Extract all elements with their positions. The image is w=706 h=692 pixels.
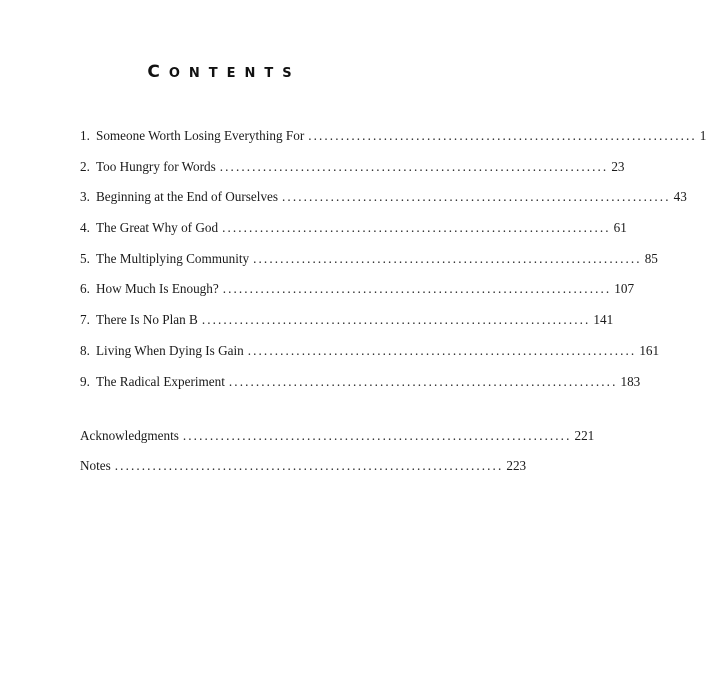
page-number: 61 [613, 220, 627, 236]
chapter-title: The Great Why of God [96, 220, 219, 236]
dot-leader: ........................................................................ [228, 373, 618, 389]
toc-entry [80, 220, 627, 251]
dot-leader: ........................................................................ [114, 458, 504, 473]
page-number: 141 [593, 312, 614, 328]
dot-leader: ........................................................................ [222, 220, 611, 236]
page-number: 85 [644, 250, 658, 266]
toc-entry [80, 189, 687, 220]
page-number: 23 [611, 158, 625, 174]
toc-entry [80, 312, 614, 343]
chapter-title: How Much Is Enough? [96, 281, 219, 297]
dot-leader: ........................................................................ [308, 128, 697, 143]
chapter-title: Someone Worth Losing Everything For [96, 128, 305, 143]
chapter-number: 3. [80, 189, 90, 205]
toc-entry [80, 250, 658, 282]
dot-leader: ........................................................................ [201, 312, 591, 328]
back-matter-title: Notes [80, 458, 111, 473]
dot-leader: ........................................................................ [253, 250, 642, 266]
chapter-title: Beginning at the End of Ourselves [96, 189, 279, 205]
back-matter-title: Acknowledgments [80, 428, 179, 443]
page-number: 221 [574, 428, 595, 443]
toc-entry [80, 373, 641, 405]
chapter-number: 8. [80, 342, 90, 358]
chapter-number: 7. [80, 312, 90, 328]
chapter-number: 1. [80, 128, 90, 143]
page-title: CONTENTS [147, 62, 301, 82]
chapter-title: The Radical Experiment [96, 373, 225, 389]
toc-entry [80, 158, 625, 190]
page-number: 1 [699, 128, 706, 143]
toc-entry [80, 281, 635, 312]
page-number: 161 [639, 342, 660, 358]
chapter-number: 9. [80, 373, 90, 389]
chapter-number: 5. [80, 250, 90, 266]
dot-leader: ........................................................................ [222, 281, 612, 297]
toc-entry [80, 428, 595, 458]
toc-entry [80, 128, 706, 159]
page-number: 107 [614, 281, 635, 297]
toc-entry [80, 342, 660, 374]
chapter-number: 2. [80, 158, 90, 174]
dot-leader: ........................................................................ [182, 428, 572, 443]
dot-leader: ........................................................................ [247, 342, 637, 358]
chapter-number: 4. [80, 220, 90, 236]
page-number: 43 [673, 189, 687, 205]
page-number: 183 [620, 373, 641, 389]
page-number: 223 [506, 458, 527, 473]
dot-leader: ........................................................................ [282, 189, 671, 205]
chapter-title: There Is No Plan B [96, 312, 198, 328]
toc-entry [80, 458, 527, 488]
chapter-title: Living When Dying Is Gain [96, 342, 244, 358]
dot-leader: ........................................................................ [219, 158, 609, 174]
chapter-list [80, 128, 706, 404]
back-matter-list [80, 428, 595, 488]
chapter-title: Too Hungry for Words [96, 158, 216, 174]
chapter-title: The Multiplying Community [96, 250, 250, 266]
chapter-number: 6. [80, 281, 90, 297]
